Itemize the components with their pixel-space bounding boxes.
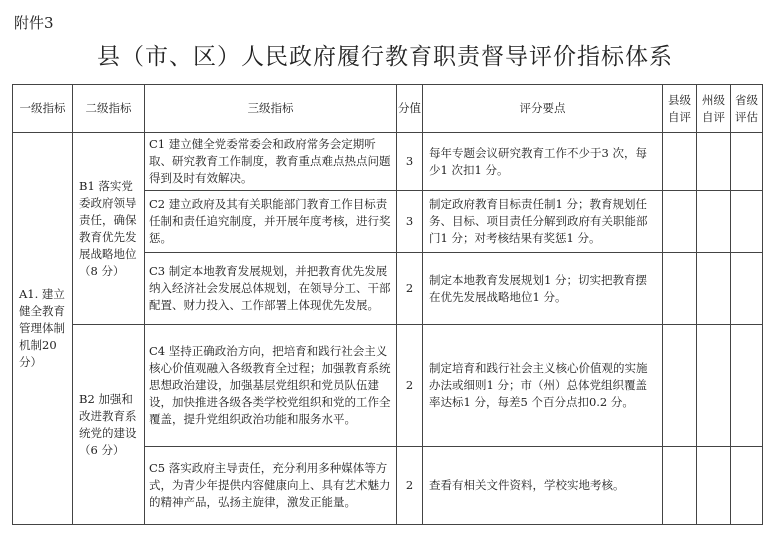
attachment-label: 附件3 (14, 14, 54, 32)
header-level1: 一级指标 (13, 85, 73, 133)
province-eval-c3[interactable] (731, 253, 763, 325)
header-province: 省级评估 (731, 85, 763, 133)
province-eval-c4[interactable] (731, 325, 763, 447)
header-row (13, 85, 763, 133)
level1-a1: A1. 建立健全教育管理体制机制20 分） (13, 133, 73, 525)
score-c5: 2 (397, 447, 423, 525)
eval-c3: 制定本地教育发展规划1 分；切实把教育摆在优先发展战略地位1 分。 (423, 253, 663, 325)
level3-c4: C4 坚持正确政治方向，把培育和践行社会主义核心价值观融入各级教育全过程；加强教育系统思想政治建设，加强基层党组织和党员队伍建设，加快推进各级各类学校党组织和党的工作全覆盖，提升党组织政治功能和服务水平。 (145, 325, 397, 447)
level3-c5: C5 落实政府主导责任，充分利用多种媒体等方式，为青少年提供内容健康向上、具有艺术魅力的精神产品，弘扬主旋律，激发正能量。 (145, 447, 397, 525)
prefecture-selfeval-c1[interactable] (697, 133, 731, 191)
score-c3: 2 (397, 253, 423, 325)
level2-b2: B2 加强和改进教育系统党的建设（6 分） (73, 325, 145, 525)
header-level2: 二级指标 (73, 85, 145, 133)
indicator-table (12, 84, 763, 525)
prefecture-selfeval-c4[interactable] (697, 325, 731, 447)
header-eval: 评分要点 (423, 85, 663, 133)
county-selfeval-c2[interactable] (663, 191, 697, 253)
score-c4: 2 (397, 325, 423, 447)
level3-c1: C1 建立健全党委常委会和政府常务会定期听取、研究教育工作制度，教育重点难点热点问题得到及时有效解决。 (145, 133, 397, 191)
province-eval-c5[interactable] (731, 447, 763, 525)
header-prefecture: 州级自评 (697, 85, 731, 133)
prefecture-selfeval-c2[interactable] (697, 191, 731, 253)
header-county: 县级自评 (663, 85, 697, 133)
document-title: 县（市、区）人民政府履行教育职责督导评价指标体系 (97, 44, 673, 70)
score-c2: 3 (397, 191, 423, 253)
level3-c2: C2 建立政府及其有关职能部门教育工作目标责任制和责任追究制度，并开展年度考核，进行奖惩。 (145, 191, 397, 253)
score-c1: 3 (397, 133, 423, 191)
header-level3: 三级指标 (145, 85, 397, 133)
county-selfeval-c3[interactable] (663, 253, 697, 325)
eval-c2: 制定政府教育目标责任制1 分；教育规划任务、目标、项目责任分解到政府有关职能部门1 分；对考核结果有奖惩1 分。 (423, 191, 663, 253)
table-row (13, 133, 763, 191)
eval-c1: 每年专题会议研究教育工作不少于3 次，每少1 次扣1 分。 (423, 133, 663, 191)
level2-b1: B1 落实党委政府领导责任，确保教育优先发展战略地位（8 分） (73, 133, 145, 325)
county-selfeval-c1[interactable] (663, 133, 697, 191)
county-selfeval-c4[interactable] (663, 325, 697, 447)
level3-c3: C3 制定本地教育发展规划，并把教育优先发展纳入经济社会发展总体规划，在领导分工、干部配置、财力投入、工作部署上体现优先发展。 (145, 253, 397, 325)
header-score: 分值 (397, 85, 423, 133)
province-eval-c2[interactable] (731, 191, 763, 253)
county-selfeval-c5[interactable] (663, 447, 697, 525)
eval-c5: 查看有相关文件资料，学校实地考核。 (423, 447, 663, 525)
province-eval-c1[interactable] (731, 133, 763, 191)
prefecture-selfeval-c3[interactable] (697, 253, 731, 325)
prefecture-selfeval-c5[interactable] (697, 447, 731, 525)
table-row (13, 325, 763, 447)
eval-c4: 制定培育和践行社会主义核心价值观的实施办法或细则1 分；市（州）总体党组织覆盖率达标1 分，每差5 个百分点扣0.2 分。 (423, 325, 663, 447)
